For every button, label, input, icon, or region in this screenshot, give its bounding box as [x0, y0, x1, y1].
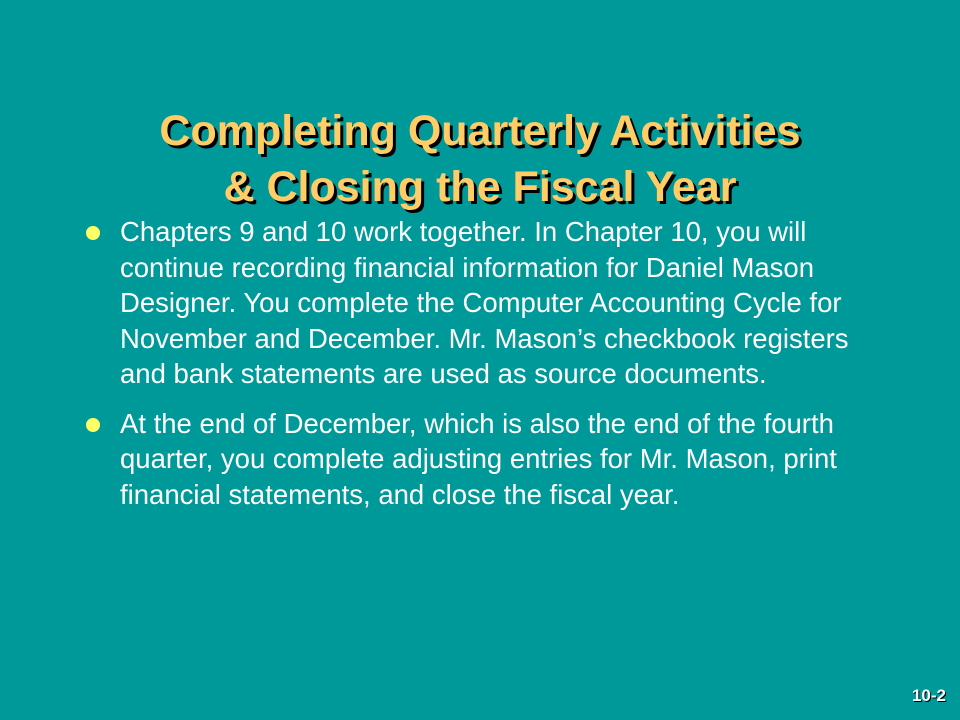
bullet-list: [82, 214, 882, 526]
bullet-item: [82, 214, 882, 392]
slide-title-line-2: & Closing the Fiscal Year: [223, 162, 737, 211]
circle-bullet-icon: [86, 226, 100, 240]
bullet-text: At the end of December, which is also the end of the fourth quarter, you complete adjusting entries for Mr. Mason, print financial statements, and close the fiscal year.: [120, 407, 837, 510]
slide-title-line-1: Completing Quarterly Activities: [159, 106, 801, 155]
slide-number: 10-2: [911, 686, 946, 705]
bullet-text: Chapters 9 and 10 work together. In Chapter 10, you will continue recording financial information for Daniel Mason Designer. You complete the Computer Accounting Cycle for November and December. Mr. Mason’s checkbook registers and bank statements are used as source documents.: [120, 216, 849, 389]
circle-bullet-icon: [86, 418, 100, 432]
slide-title: [0, 103, 960, 215]
bullet-item: [82, 406, 882, 513]
